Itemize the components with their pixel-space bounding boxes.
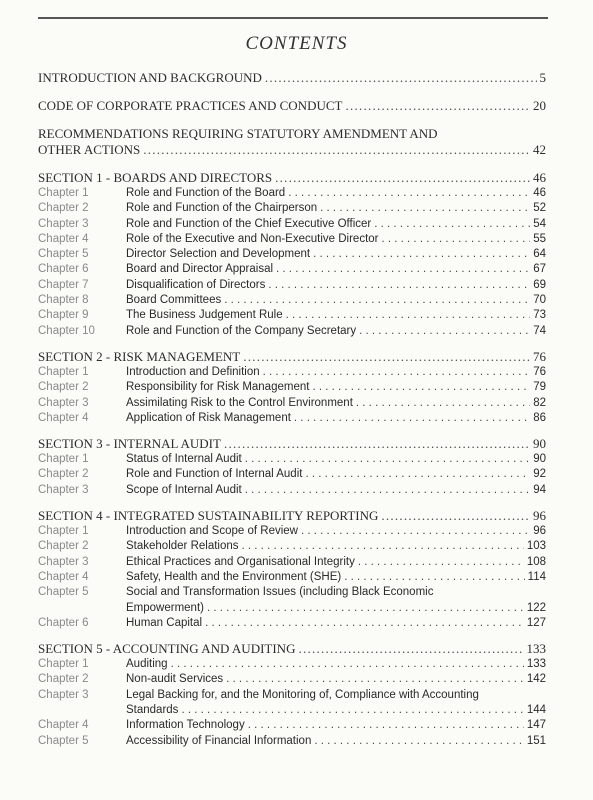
section-heading	[38, 641, 546, 657]
entry-text: Director Selection and Development	[126, 248, 311, 261]
chapter-row	[38, 585, 546, 616]
toc-section	[38, 349, 546, 426]
entry-text: SECTION 3 - INTERNAL AUDIT	[38, 436, 221, 452]
page-number: 94	[533, 483, 546, 496]
chapter-row	[38, 201, 546, 216]
chapter-row	[38, 688, 546, 719]
entry-text: Role and Function of the Company Secretary	[126, 324, 357, 337]
chapter-label: Chapter 6	[38, 263, 89, 276]
main-entry	[38, 98, 546, 114]
dot-leader	[248, 718, 524, 733]
main-entry-line	[38, 98, 546, 114]
entry-text: The Business Judgement Rule	[126, 309, 283, 322]
chapter-title	[126, 365, 546, 380]
chapter-line	[126, 396, 546, 411]
entry-text: Application of Risk Management	[126, 411, 291, 424]
chapter-line	[126, 217, 546, 232]
dot-leader	[344, 570, 524, 585]
entry-text: SECTION 4 - INTEGRATED SUSTAINABILITY REPORTING	[38, 508, 379, 524]
entry-text: Non-audit Services	[126, 673, 224, 686]
dot-leader	[356, 396, 530, 411]
chapter-line	[126, 278, 546, 293]
main-entry	[38, 126, 546, 158]
dot-leader	[305, 467, 530, 482]
entry-text: SECTION 1 - BOARDS AND DIRECTORS	[38, 170, 273, 185]
page-number: 69	[533, 278, 546, 291]
chapter-line	[126, 411, 546, 426]
chapter-label: Chapter 2	[38, 202, 89, 215]
chapter-title	[126, 467, 546, 482]
top-rule	[38, 17, 548, 19]
chapter-line	[126, 467, 546, 482]
chapter-row	[38, 672, 546, 687]
entry-text: Scope of Internal Audit	[126, 483, 242, 496]
chapter-title	[126, 201, 546, 216]
entry-text: Human Capital	[126, 616, 203, 629]
page-number: 46	[533, 170, 546, 185]
chapter-label: Chapter 1	[38, 453, 89, 466]
dot-leader	[358, 555, 524, 570]
page-number: 151	[526, 734, 546, 747]
chapter-row	[38, 467, 546, 482]
chapter-title	[126, 186, 546, 201]
chapter-line	[126, 247, 546, 262]
section-heading	[38, 508, 546, 524]
chapter-row	[38, 411, 546, 426]
section-heading	[38, 170, 546, 186]
dot-leader	[263, 365, 531, 380]
entry-text: Stakeholder Relations	[126, 540, 239, 553]
dot-leader	[181, 703, 523, 718]
chapter-line	[126, 672, 546, 687]
chapter-row	[38, 324, 546, 339]
chapter-title	[126, 293, 546, 308]
entry-text: SECTION 5 - ACCOUNTING AND AUDITING	[38, 641, 296, 657]
chapter-line	[126, 718, 546, 733]
dot-leader	[359, 324, 530, 339]
entry-text: Accessibility of Financial Information	[126, 734, 312, 747]
chapter-label: Chapter 4	[38, 411, 89, 424]
dot-leader	[381, 508, 530, 524]
chapter-line	[126, 524, 546, 539]
entry-text: Board and Director Appraisal	[126, 263, 274, 276]
page-number: 103	[526, 540, 546, 553]
chapter-row	[38, 483, 546, 498]
dot-leader	[294, 411, 530, 426]
entry-text: Information Technology	[126, 719, 245, 732]
chapter-row	[38, 262, 546, 277]
page-title: CONTENTS	[245, 33, 348, 54]
chapter-line	[126, 601, 546, 616]
chapter-label: Chapter 1	[38, 658, 89, 671]
chapter-label: Chapter 8	[38, 294, 89, 307]
chapter-label: Chapter 2	[38, 468, 89, 481]
main-entry-line	[38, 70, 546, 86]
chapter-row	[38, 570, 546, 585]
chapter-line	[126, 483, 546, 498]
dot-leader	[374, 217, 530, 232]
dot-leader	[275, 170, 530, 186]
chapter-title	[126, 657, 546, 672]
chapter-label: Chapter 6	[38, 616, 89, 629]
chapter-title	[126, 247, 546, 262]
entry-text: Empowerment)	[126, 601, 204, 614]
chapter-label: Chapter 7	[38, 278, 89, 291]
main-entry	[38, 70, 546, 86]
entry-text: Social and Transformation Issues (including Black Economic	[126, 586, 434, 599]
chapter-label: Chapter 9	[38, 309, 89, 322]
page-number: 79	[533, 381, 546, 394]
page-number: 70	[533, 294, 546, 307]
chapter-line	[126, 703, 546, 718]
entry-text: Standards	[126, 704, 179, 717]
page-number: 96	[533, 508, 546, 524]
entry-text: Ethical Practices and Organisational Integrity	[126, 555, 355, 568]
chapter-label: Chapter 3	[38, 555, 89, 568]
dot-leader	[224, 293, 530, 308]
page-number: 142	[526, 673, 546, 686]
page-number: 122	[526, 601, 546, 614]
chapter-label: Chapter 2	[38, 540, 89, 553]
chapter-label: Chapter 10	[38, 324, 95, 337]
chapter-line	[126, 380, 546, 395]
page-number: 133	[526, 641, 546, 657]
page-number: 74	[533, 324, 546, 337]
entry-text: Responsibility for Risk Management	[126, 381, 310, 394]
dot-leader	[268, 278, 530, 293]
entry-text: SECTION 2 - RISK MANAGEMENT	[38, 348, 241, 364]
chapter-title	[126, 688, 546, 719]
chapter-row	[38, 247, 546, 262]
chapter-title	[126, 452, 546, 467]
chapter-line	[126, 232, 546, 247]
dot-leader	[265, 70, 537, 86]
chapter-line	[126, 734, 546, 749]
chapter-label: Chapter 3	[38, 688, 89, 701]
chapter-label: Chapter 1	[38, 187, 89, 199]
dot-leader	[276, 262, 530, 277]
dot-leader	[312, 380, 530, 395]
chapter-line	[126, 657, 546, 672]
entry-text: Role and Function of the Chairperson	[126, 202, 318, 215]
chapter-row	[38, 293, 546, 308]
entry-text: Assimilating Risk to the Control Environment	[126, 396, 353, 409]
section-heading	[38, 349, 546, 365]
page-number: 76	[533, 365, 546, 378]
chapter-label: Chapter 5	[38, 734, 89, 747]
entry-text: Role and Function of the Board	[126, 187, 286, 199]
chapter-line	[126, 555, 546, 570]
entry-text: OTHER ACTIONS	[38, 142, 141, 157]
dot-leader	[345, 98, 530, 114]
chapter-label: Chapter 4	[38, 232, 89, 245]
chapter-line	[126, 262, 546, 277]
dot-leader	[226, 672, 524, 687]
chapter-line	[126, 201, 546, 216]
page-number: 42	[533, 142, 546, 157]
page-number: 67	[533, 263, 546, 276]
chapter-title	[126, 539, 546, 554]
chapter-label: Chapter 2	[38, 673, 89, 686]
toc-section	[38, 508, 546, 631]
section-heading	[38, 436, 546, 452]
chapter-row	[38, 555, 546, 570]
chapter-label: Chapter 1	[38, 365, 89, 378]
chapter-row	[38, 380, 546, 395]
entry-text: Safety, Health and the Environment (SHE)	[126, 570, 342, 583]
chapter-title	[126, 555, 546, 570]
chapter-line	[126, 539, 546, 554]
page-number: 5	[539, 70, 546, 85]
page-number: 20	[533, 98, 546, 113]
chapter-title	[126, 411, 546, 426]
chapter-title	[126, 380, 546, 395]
chapter-row	[38, 657, 546, 672]
dot-leader	[298, 641, 523, 657]
page-number: 46	[533, 187, 546, 199]
chapter-label: Chapter 5	[38, 248, 89, 261]
chapter-label: Chapter 3	[38, 217, 89, 230]
dot-leader	[314, 734, 523, 749]
chapter-title	[126, 734, 546, 749]
page-number: 73	[533, 309, 546, 322]
page-number: 92	[533, 468, 546, 481]
chapter-row	[38, 452, 546, 467]
chapter-row	[38, 186, 546, 201]
section-heading-line	[38, 170, 546, 186]
chapter-row	[38, 217, 546, 232]
chapter-title	[126, 262, 546, 277]
dot-leader	[143, 142, 530, 158]
chapter-label: Chapter 3	[38, 396, 89, 409]
entry-text: Legal Backing for, and the Monitoring of, Compliance with Accounting	[126, 688, 479, 701]
chapter-title	[126, 672, 546, 687]
page-number: 64	[533, 248, 546, 261]
chapter-row	[38, 396, 546, 411]
page-number: 90	[533, 436, 546, 452]
page-number: 114	[527, 570, 546, 583]
dot-leader	[245, 483, 530, 498]
chapter-title	[126, 570, 546, 585]
page-number: 96	[533, 525, 546, 538]
page-number: 108	[526, 555, 546, 568]
table-of-contents	[38, 70, 546, 759]
entry-text: Introduction and Definition	[126, 365, 260, 378]
section-heading-line	[38, 641, 546, 657]
page-number: 133	[526, 658, 546, 671]
dot-leader	[381, 232, 530, 247]
dot-leader	[224, 436, 530, 452]
dot-leader	[288, 186, 530, 201]
chapter-line	[126, 570, 546, 585]
page-number: 76	[533, 348, 546, 364]
dot-leader	[245, 452, 530, 467]
chapter-line	[126, 452, 546, 467]
chapter-title	[126, 308, 546, 323]
entry-text: Board Committees	[126, 294, 222, 307]
section-heading-line	[38, 349, 546, 365]
chapter-line	[126, 324, 546, 339]
chapter-title	[126, 232, 546, 247]
chapter-label: Chapter 5	[38, 586, 89, 599]
page-number: 90	[533, 453, 546, 466]
page-number: 147	[526, 719, 546, 732]
dot-leader	[286, 308, 531, 323]
dot-leader	[242, 539, 524, 554]
entry-text: Introduction and Scope of Review	[126, 525, 298, 538]
entry-text: INTRODUCTION AND BACKGROUND	[38, 70, 262, 85]
page-number: 82	[533, 396, 546, 409]
entry-text: Role of the Executive and Non-Executive Director	[126, 232, 379, 245]
chapter-row	[38, 278, 546, 293]
chapter-label: Chapter 4	[38, 719, 89, 732]
entry-text: Role and Function of Internal Audit	[126, 468, 303, 481]
chapter-title	[126, 217, 546, 232]
chapter-label: Chapter 3	[38, 483, 89, 496]
page-number: 54	[533, 217, 546, 230]
chapter-title	[126, 278, 546, 293]
entry-text: Disqualification of Directors	[126, 278, 266, 291]
entry-text: Auditing	[126, 658, 168, 671]
chapter-row	[38, 718, 546, 733]
entry-text: CODE OF CORPORATE PRACTICES AND CONDUCT	[38, 98, 343, 113]
chapter-row	[38, 308, 546, 323]
section-heading-line	[38, 436, 546, 452]
chapter-line	[126, 308, 546, 323]
chapter-label: Chapter 1	[38, 525, 89, 538]
chapter-row	[38, 616, 546, 631]
section-heading-line	[38, 508, 546, 524]
chapter-row	[38, 524, 546, 539]
chapter-title	[126, 524, 546, 539]
toc-section	[38, 170, 546, 339]
chapter-line	[126, 616, 546, 631]
page-number: 52	[533, 202, 546, 215]
chapter-label: Chapter 2	[38, 381, 89, 394]
chapter-line	[126, 365, 546, 380]
chapter-title	[126, 396, 546, 411]
entry-text: RECOMMENDATIONS REQUIRING STATUTORY AMENDMENT AND	[38, 126, 438, 141]
chapter-title	[126, 585, 546, 616]
chapter-label: Chapter 4	[38, 570, 89, 583]
page-number: 86	[533, 411, 546, 424]
dot-leader	[301, 524, 530, 539]
entry-text: Role and Function of the Chief Executive Officer	[126, 217, 372, 230]
chapter-title	[126, 616, 546, 631]
dot-leader	[207, 601, 524, 616]
page-number: 55	[533, 232, 546, 245]
chapter-title	[126, 483, 546, 498]
toc-section	[38, 436, 546, 498]
main-entry-line	[38, 142, 546, 158]
chapter-line	[126, 293, 546, 308]
chapter-row	[38, 232, 546, 247]
dot-leader	[243, 349, 530, 365]
entry-text: Status of Internal Audit	[126, 453, 242, 466]
toc-section	[38, 641, 546, 749]
dot-leader	[205, 616, 524, 631]
chapter-row	[38, 539, 546, 554]
page-number: 144	[526, 704, 546, 717]
chapter-row	[38, 734, 546, 749]
page-number: 127	[526, 616, 546, 629]
chapter-title	[126, 324, 546, 339]
chapter-title	[126, 718, 546, 733]
dot-leader	[313, 247, 530, 262]
chapter-line	[126, 186, 546, 201]
chapter-row	[38, 365, 546, 380]
dot-leader	[320, 201, 530, 216]
dot-leader	[171, 657, 524, 672]
